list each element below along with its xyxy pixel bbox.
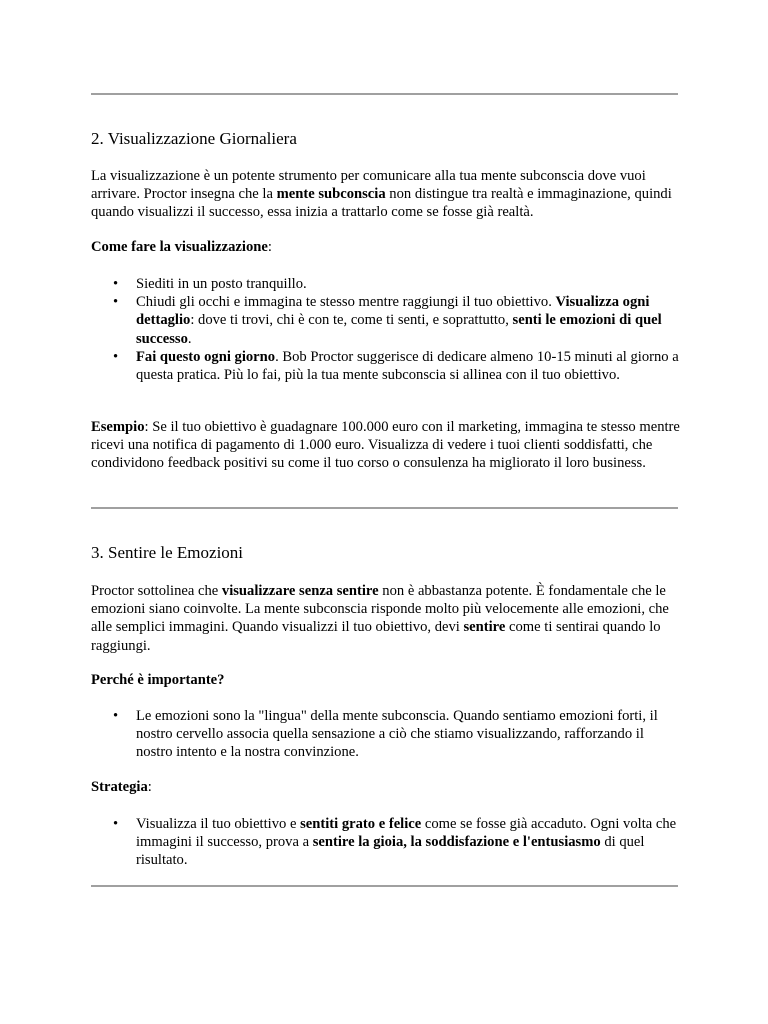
strategy-emphasis: sentiti grato e felice	[300, 816, 422, 832]
strategy-text: come se fosse già accaduto. Ogni volta che immagini il successo, prova a	[136, 816, 677, 851]
strategy-label	[91, 778, 681, 796]
section-3-heading: 3. Sentire le Emozioni	[91, 543, 244, 562]
section-3-intro	[91, 582, 681, 655]
intro-emphasis: visualizzare senza sentire	[221, 583, 379, 599]
step-emphasis: Visualizza ogni dettaglio	[136, 294, 650, 329]
intro-text: La visualizzazione è un potente strumento per comunicare alla tua mente subconscia dove vuoi arrivare. Proctor insegna che la	[91, 168, 646, 203]
strategy-list	[91, 815, 681, 870]
divider-middle	[91, 507, 678, 509]
why-list	[91, 707, 681, 762]
step-text: . Bob Proctor suggerisce di dedicare almeno 10-15 minuti al giorno a questa pratica. Più lo fai, più la tua mente subconscia si allinea con il tuo obiettivo.	[136, 348, 679, 384]
why-label-text: Perché è importante?	[91, 672, 225, 688]
section-2-intro	[91, 167, 681, 222]
intro-text: non distingue tra realtà e immaginazione, quindi quando visualizzi il successo, essa inizia a trattarlo come se fosse già realtà.	[91, 186, 672, 221]
list-item	[91, 275, 681, 293]
intro-text: Proctor sottolinea che	[91, 583, 222, 599]
howto-label	[91, 238, 681, 256]
example-text: : Se il tuo obiettivo è guadagnare 100.000 euro con il marketing, immagina te stesso mentre ricevi una notifica di pagamento di 1.000 euro. Visualizza di vedere i tuoi clienti soddisfatti, che condividono feedback positivi su come il tuo corso o consulenza ha migliorato il loro business.	[91, 419, 680, 472]
intro-emphasis: mente subconscia	[276, 186, 386, 203]
step-text: .	[187, 330, 192, 347]
list-item	[91, 707, 681, 762]
step-text: : dove ti trovi, chi è con te, come ti senti, e soprattutto,	[190, 312, 513, 329]
list-item	[91, 293, 681, 348]
howto-suffix: :	[267, 239, 272, 255]
why-item-text: Le emozioni sono la "lingua" della mente subconscia. Quando sentiamo emozioni forti, il nostro cervello associa quella sensazione a ciò che stiamo visualizzando, rafforzando il nostro intento e la nostra convinzione.	[136, 708, 658, 761]
example-label: Esempio	[91, 419, 145, 435]
step-text: Chiudi gli occhi e immagina te stesso mentre raggiungi il tuo obiettivo.	[136, 294, 556, 311]
strategy-emphasis: sentire la gioia, la soddisfazione e l'entusiasmo	[312, 834, 601, 851]
example-paragraph	[91, 418, 681, 473]
step-emphasis: Fai questo ogni giorno	[136, 348, 276, 365]
strategy-label-text: Strategia	[91, 779, 148, 795]
step-emphasis: senti le emozioni di quel successo	[136, 312, 662, 347]
why-label	[91, 671, 681, 689]
strategy-suffix: :	[147, 779, 152, 795]
section-2-heading: 2. Visualizzazione Giornaliera	[91, 129, 297, 148]
howto-steps-list	[91, 275, 681, 384]
divider-bottom	[91, 885, 678, 887]
intro-emphasis: sentire	[463, 619, 506, 636]
strategy-text: Visualizza il tuo obiettivo e	[136, 816, 301, 832]
divider-top	[91, 93, 678, 95]
list-item	[91, 815, 681, 870]
strategy-text: di quel risultato.	[136, 834, 645, 869]
intro-text: come ti sentirai quando lo raggiungi.	[91, 619, 661, 654]
step-text: Siediti in un posto tranquillo.	[136, 276, 307, 292]
intro-text: non è abbastanza potente. È fondamentale che le emozioni siano coinvolte. La mente subconscia risponde molto più velocemente alle emozioni, che alle semplici immagini. Quando visualizzi il tuo obiettivo, devi	[91, 583, 669, 636]
list-item	[91, 348, 681, 384]
howto-label-text: Come fare la visualizzazione	[91, 239, 268, 255]
